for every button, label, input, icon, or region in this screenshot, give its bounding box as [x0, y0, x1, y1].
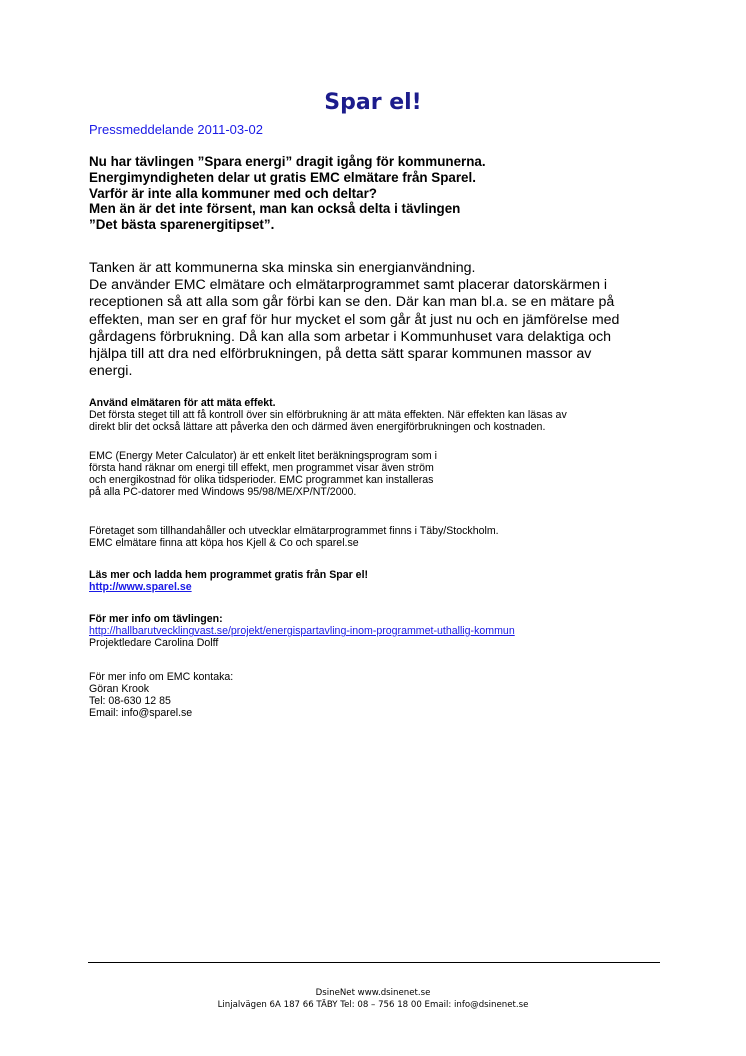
competition-heading: För mer info om tävlingen:: [89, 613, 223, 625]
section-competition: [89, 613, 515, 649]
section-download: [89, 569, 368, 593]
contact-line: För mer info om EMC kontaka:: [89, 671, 234, 683]
lead-line: Nu har tävlingen ”Spara energi” dragit igång för kommunerna.: [89, 154, 486, 169]
body-line: gårdagens förbrukning. Då kan alla som arbetar i Kommunhuset vara delaktiga och: [89, 328, 612, 345]
footer-company: DsineNet www.dsinenet.se: [315, 988, 431, 998]
emc-line: på alla PC-datorer med Windows 95/98/ME/XP/NT/2000.: [89, 486, 357, 499]
press-release-date: Pressmeddelande 2011-03-02: [89, 122, 263, 137]
emc-line: första hand räknar om energi till effekt, men programmet visar även ström: [89, 462, 434, 475]
project-leader: Projektledare Carolina Dolff: [89, 637, 219, 650]
company-line: EMC elmätare finna att köpa hos Kjell & Co och sparel.se: [89, 537, 359, 550]
section-emc-description: [89, 450, 437, 498]
document-title: Spar el!: [324, 90, 422, 115]
company-line: Företaget som tillhandahåller och utvecklar elmätarprogrammet finns i Täby/Stockholm.: [89, 525, 499, 537]
body-line: De använder EMC elmätare och elmätarprogrammet samt placerar datorskärmen i: [89, 277, 608, 294]
section-line: direkt blir det också lättare att påverka den och därmed även energiförbrukningen och kostnaden.: [89, 421, 546, 434]
section-contact: [89, 671, 233, 719]
lead-line: Varför är inte alla kommuner med och deltar?: [89, 185, 377, 201]
body-line: Tanken är att kommunerna ska minska sin energianvändning.: [89, 260, 476, 276]
body-line: energi.: [89, 363, 133, 380]
contact-line: Göran Krook: [89, 683, 150, 696]
body-line: receptionen så att alla som går förbi kan se den. Där kan man bl.a. se en mätare på: [89, 294, 615, 311]
section-heading: Använd elmätaren för att mäta effekt.: [89, 397, 276, 409]
lead-line: ”Det bästa sparenergitipset”.: [89, 217, 275, 233]
body-paragraph: [89, 260, 619, 380]
contact-line: Tel: 08-630 12 85: [89, 695, 171, 708]
sparel-link[interactable]: http://www.sparel.se: [89, 581, 192, 594]
lead-line: Energimyndigheten delar ut gratis EMC elmätare från Sparel.: [89, 169, 476, 185]
footer-divider: [88, 962, 660, 963]
section-measure-effect: [89, 397, 567, 433]
competition-link[interactable]: http://hallbarutvecklingvast.se/projekt/energispartavling-inom-programmet-uthallig-kommun: [89, 625, 515, 638]
emc-line: EMC (Energy Meter Calculator) är ett enkelt litet beräkningsprogram som i: [89, 450, 437, 462]
contact-line: Email: info@sparel.se: [89, 707, 193, 720]
footer-address: Linjalvägen 6A 187 66 TÄBY Tel: 08 – 756 18 00 Email: info@dsinenet.se: [217, 1000, 529, 1010]
download-heading: Läs mer och ladda hem programmet gratis från Spar el!: [89, 569, 369, 581]
emc-line: och energikostnad för olika tidsperioder. EMC programmet kan installeras: [89, 474, 434, 487]
section-company: [89, 525, 499, 549]
lead-line: Men än är det inte försent, man kan också delta i tävlingen: [89, 201, 461, 217]
body-line: hjälpa till att dra ned elförbrukningen, på detta sätt sparar kommunen massor av: [89, 345, 592, 362]
lead-paragraph: [89, 154, 486, 233]
body-line: effekten, man ser en graf för hur mycket el som går åt just nu och en jämförelse med: [89, 311, 620, 328]
section-line: Det första steget till att få kontroll över sin elförbrukning är att mäta effekten. När effekten kan läsas av: [89, 409, 567, 422]
